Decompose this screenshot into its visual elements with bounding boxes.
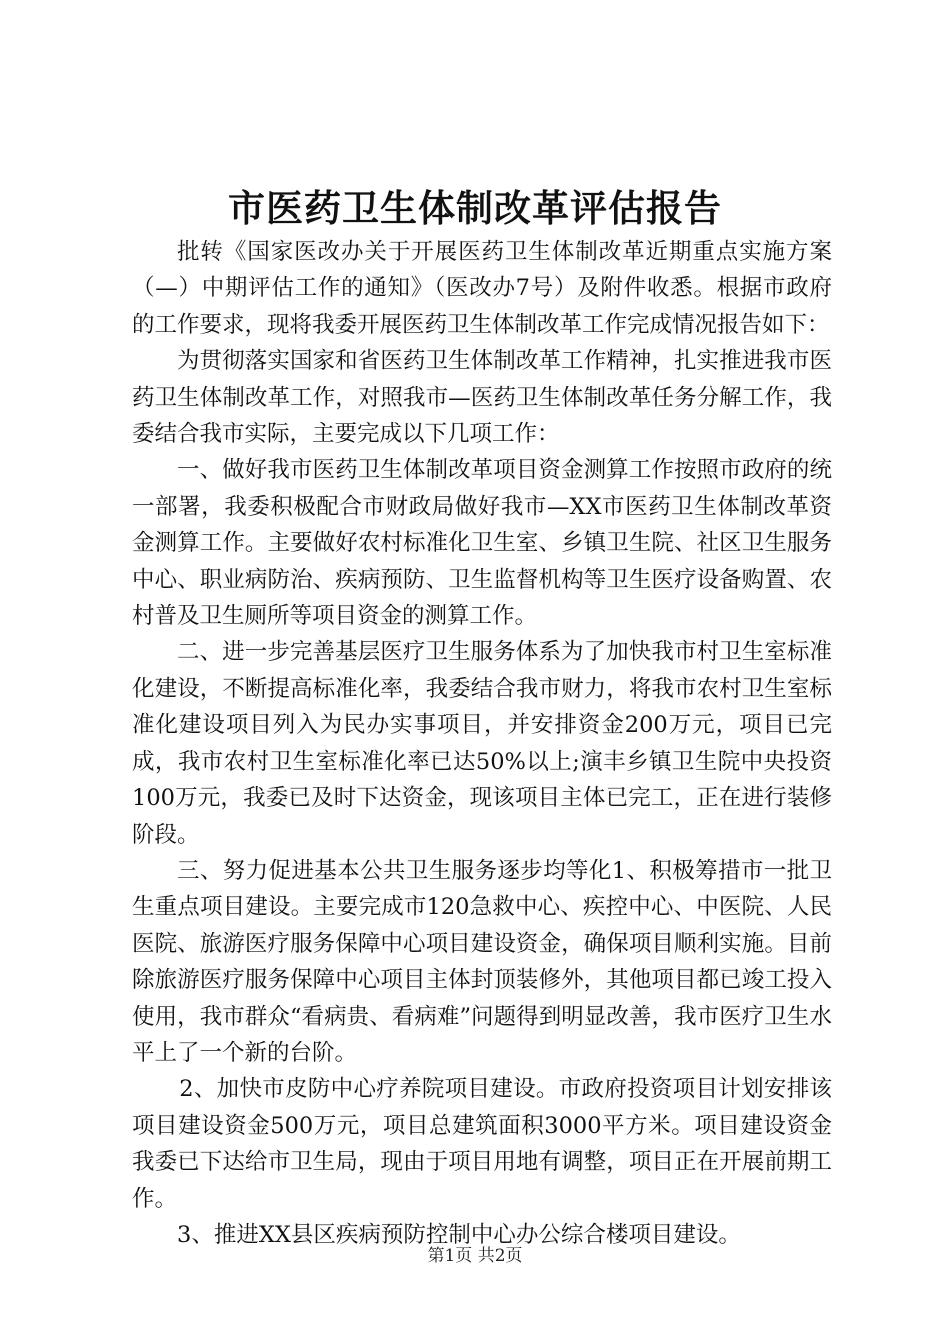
paragraph-item-2: 二、进一步完善基层医疗卫生服务体系为了加快我市村卫生室标准化建设，不断提高标准化率，我委结合我市财力，将我市农村卫生室标准化建设项目列入为民办实事项目，并安排资金200万元，项目已完成，我市农村卫生室标准化率已达50%以上;演丰乡镇卫生院中央投资100万元，我委已及时下达资金，现该项目主体已完工，正在进行装修阶段。 [132, 639, 832, 848]
document-title: 市医药卫生体制改革评估报告 [228, 186, 722, 230]
paragraph-item-3: 三、努力促进基本公共卫生服务逐步均等化1、积极筹措市一批卫生重点项目建设。主要完成市120急救中心、疾控中心、中医院、人民医院、旅游医疗服务保障中心项目建设资金，确保项目顺利实施。目前除旅游医疗服务保障中心项目主体封顶装修外，其他项目都已竣工投入使用，我市群众“看病贵、看病难”问题得到明显改善，我市医疗卫生水平上了一个新的台阶。 [132, 857, 832, 1066]
paragraph-purpose: 为贯彻落实国家和省医药卫生体制改革工作精神，扎实推进我市医药卫生体制改革工作，对照我市—医药卫生体制改革任务分解工作，我委结合我市实际，主要完成以下几项工作： [132, 348, 832, 448]
page-number-footer: 第1页 共2页 [427, 1246, 523, 1266]
document-body [132, 234, 832, 1253]
paragraph-item-1: 一、做好我市医药卫生体制改革项目资金测算工作按照市政府的统一部署，我委积极配合市财政局做好我市—XX市医药卫生体制改革资金测算工作。主要做好农村标准化卫生室、乡镇卫生院、社区卫生服务中心、职业病防治、疾病预防、卫生监督机构等卫生医疗设备购置、农村普及卫生厕所等项目资金的测算工作。 [132, 457, 832, 630]
paragraph-subitem-3: 3、推进XX县区疾病预防控制中心办公综合楼项目建设。 [177, 1221, 741, 1248]
paragraph-intro: 批转《国家医改办关于开展医药卫生体制改革近期重点实施方案（—）中期评估工作的通知》（医改办7号）及附件收悉。根据市政府的工作要求，现将我委开展医药卫生体制改革工作完成情况报告如下： [132, 239, 832, 338]
paragraph-subitem-2: 2、加快市皮防中心疗养院项目建设。市政府投资项目计划安排该项目建设资金500万元，项目总建筑面积3000平方米。项目建设资金我委已下达给市卫生局，现由于项目用地有调整，项目正在开展前期工作。 [132, 1076, 832, 1212]
